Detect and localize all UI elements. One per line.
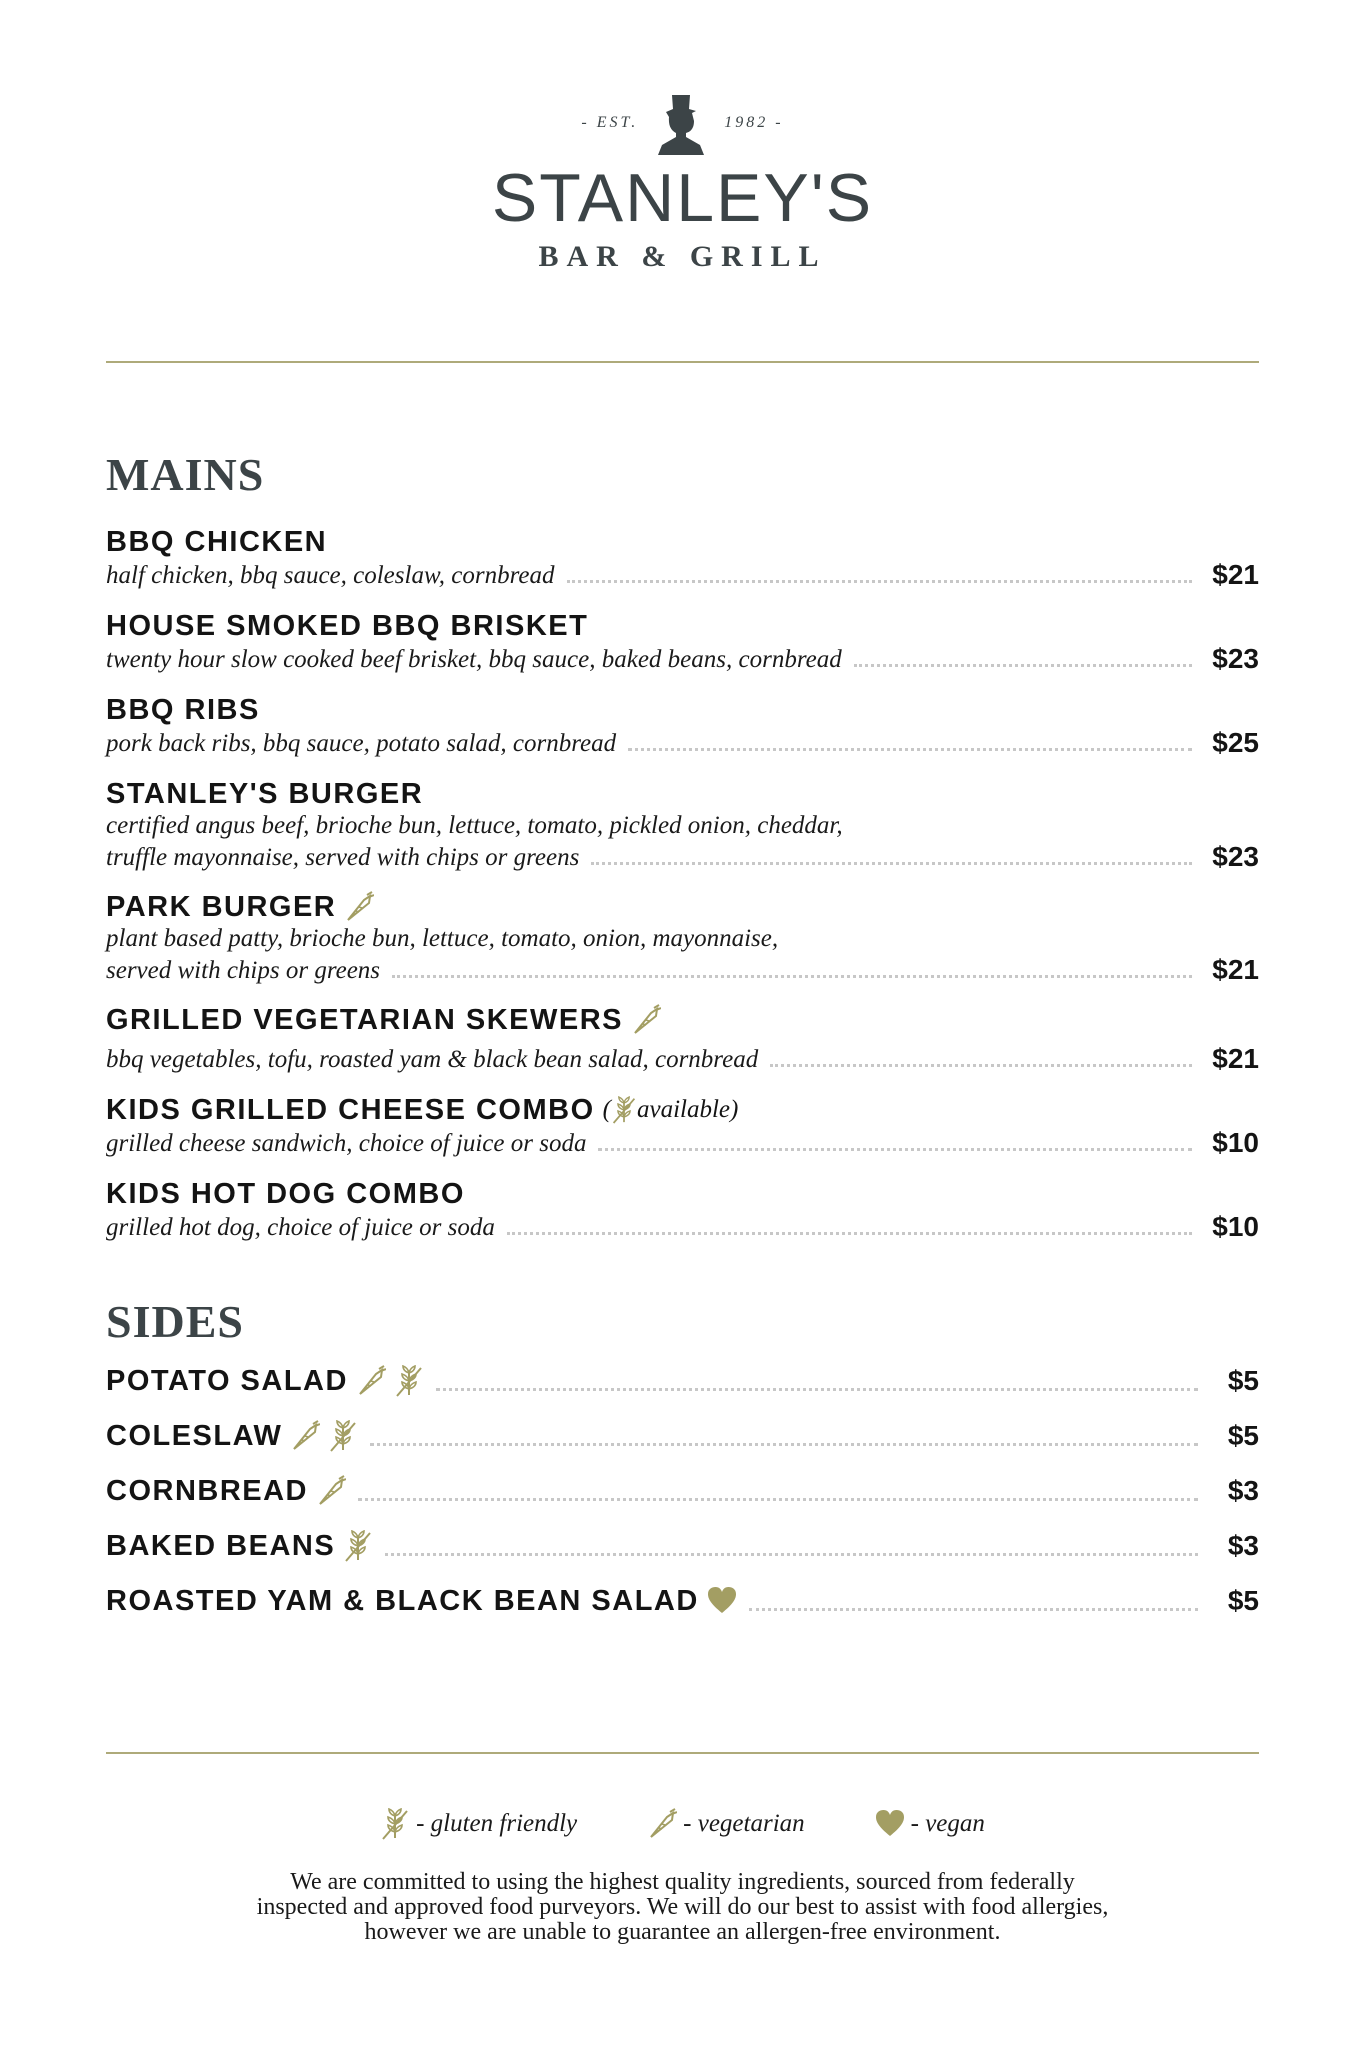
item-price: $25 xyxy=(1212,727,1259,758)
item-desc: bbq vegetables, tofu, roasted yam & black bean salad, cornbread xyxy=(106,1046,759,1073)
item-desc: served with chips or greens xyxy=(106,957,381,984)
item-line xyxy=(106,954,1259,986)
dot-leader xyxy=(749,1608,1198,1611)
availability-note xyxy=(603,1093,739,1127)
vegetarian-icon xyxy=(316,1475,346,1507)
legend-label: - vegetarian xyxy=(683,1810,805,1837)
est-row xyxy=(0,88,1365,158)
est-right: 1982 - xyxy=(724,114,784,131)
gluten-friendly-icon xyxy=(611,1095,637,1125)
gluten-friendly-icon xyxy=(394,1365,424,1397)
dot-leader xyxy=(370,1443,1198,1446)
item-name: BAKED BEANS xyxy=(106,1530,336,1562)
side-item xyxy=(106,1474,1259,1508)
item-name: ROASTED YAM & BLACK BEAN SALAD xyxy=(106,1585,699,1617)
dot-leader xyxy=(854,664,1193,667)
vegetarian-icon xyxy=(344,891,374,923)
dot-leader xyxy=(507,1232,1192,1235)
bottom-divider xyxy=(106,1752,1259,1754)
item-price: $21 xyxy=(1212,559,1259,590)
item-line xyxy=(106,1043,1259,1075)
item-line xyxy=(106,841,1259,873)
dot-leader xyxy=(598,1148,1192,1151)
item-line xyxy=(106,559,1259,591)
item-price: $10 xyxy=(1212,1211,1259,1242)
item-name: PARK BURGER xyxy=(106,891,337,923)
item-name: COLESLAW xyxy=(106,1420,283,1452)
item-desc: pork back ribs, bbq sauce, potato salad, cornbread xyxy=(106,730,617,757)
disclaimer-line: however we are unable to guarantee an allergen-free environment. xyxy=(364,1919,1001,1945)
item-name: CORNBREAD xyxy=(106,1475,308,1507)
vegan-icon xyxy=(875,1808,905,1840)
item-name-row xyxy=(106,1003,1259,1037)
item-price: $5 xyxy=(1227,1365,1259,1396)
dot-leader xyxy=(628,748,1192,751)
item-name: POTATO SALAD xyxy=(106,1365,348,1397)
vegetarian-icon xyxy=(631,1004,661,1036)
item-desc: truffle mayonnaise, served with chips or greens xyxy=(106,844,580,871)
est-left: - EST. xyxy=(581,114,639,131)
vegan-icon xyxy=(707,1585,737,1617)
item-name-row xyxy=(106,1364,424,1398)
item-name: BBQ RIBS xyxy=(106,694,260,726)
menu-item xyxy=(106,1093,1259,1159)
item-desc: grilled hot dog, choice of juice or soda xyxy=(106,1214,495,1241)
dot-leader xyxy=(436,1388,1198,1391)
dot-leader xyxy=(591,862,1192,865)
legend-item xyxy=(380,1808,577,1840)
item-line xyxy=(106,727,1259,759)
header xyxy=(0,88,1365,274)
note-open-paren: ( xyxy=(602,1096,611,1123)
side-item xyxy=(106,1529,1259,1563)
menu-item xyxy=(106,777,1259,873)
item-price: $5 xyxy=(1227,1420,1259,1451)
item-desc: half chicken, bbq sauce, coleslaw, cornbread xyxy=(106,562,555,589)
menu-item xyxy=(106,693,1259,759)
item-name: HOUSE SMOKED BBQ BRISKET xyxy=(106,610,589,642)
dot-leader xyxy=(567,580,1193,583)
dot-leader xyxy=(770,1064,1192,1067)
disclaimer-line: inspected and approved food purveyors. We will do our best to assist with food allergies, xyxy=(256,1894,1109,1920)
item-line xyxy=(106,1127,1259,1159)
item-desc: plant based patty, brioche bun, lettuce, tomato, onion, mayonnaise, xyxy=(106,925,779,952)
item-name: KIDS HOT DOG COMBO xyxy=(106,1178,465,1210)
gluten-friendly-icon xyxy=(343,1530,373,1562)
top-divider xyxy=(106,361,1259,363)
item-line xyxy=(106,1211,1259,1243)
dietary-legend xyxy=(0,1808,1365,1840)
gluten-friendly-icon xyxy=(328,1420,358,1452)
menu-item xyxy=(106,890,1259,986)
item-price: $3 xyxy=(1227,1530,1259,1561)
dot-leader xyxy=(392,975,1192,978)
item-name: BBQ CHICKEN xyxy=(106,526,328,558)
item-price: $3 xyxy=(1227,1475,1259,1506)
item-desc: twenty hour slow cooked beef brisket, bbq sauce, baked beans, cornbread xyxy=(106,646,842,673)
section-title-sides: SIDES xyxy=(106,1296,244,1347)
menu-item xyxy=(106,525,1259,591)
item-name-row xyxy=(106,890,1259,924)
item-name: GRILLED VEGETARIAN SKEWERS xyxy=(106,1004,623,1036)
item-price: $23 xyxy=(1212,643,1259,674)
item-price: $10 xyxy=(1212,1127,1259,1158)
item-name-row xyxy=(106,1093,1259,1127)
item-name-row xyxy=(106,1529,373,1563)
dot-leader xyxy=(385,1553,1198,1556)
vegetarian-icon xyxy=(356,1365,386,1397)
item-line xyxy=(106,643,1259,675)
menu-item xyxy=(106,609,1259,675)
item-price: $23 xyxy=(1212,841,1259,872)
item-name: STANLEY'S BURGER xyxy=(106,778,424,810)
dot-leader xyxy=(358,1498,1198,1501)
side-item xyxy=(106,1419,1259,1453)
disclaimer-line: We are committed to using the highest quality ingredients, sourced from federally xyxy=(290,1869,1075,1895)
side-item xyxy=(106,1584,1259,1618)
brand-subtitle: BAR & GRILL xyxy=(538,240,827,273)
legend-label: - gluten friendly xyxy=(416,1810,578,1837)
menu-item xyxy=(106,1003,1259,1075)
vegetarian-icon xyxy=(647,1808,677,1840)
item-name-row xyxy=(106,1584,737,1618)
menu-item xyxy=(106,1177,1259,1243)
item-name: KIDS GRILLED CHEESE COMBO xyxy=(106,1094,595,1126)
item-name-row xyxy=(106,1474,346,1508)
item-desc: grilled cheese sandwich, choice of juice or soda xyxy=(106,1130,587,1157)
item-price: $21 xyxy=(1212,954,1259,985)
item-desc: certified angus beef, brioche bun, lettuce, tomato, pickled onion, cheddar, xyxy=(106,812,843,839)
silhouette-logo-icon xyxy=(656,91,706,155)
item-price: $5 xyxy=(1227,1585,1259,1616)
availability-text: available) xyxy=(636,1096,739,1123)
brand-name: STANLEY'S xyxy=(491,160,874,236)
legend-item xyxy=(647,1808,804,1840)
legend-item xyxy=(875,1808,985,1840)
allergen-disclaimer xyxy=(150,1870,1215,1945)
vegetarian-icon xyxy=(290,1420,320,1452)
item-price: $21 xyxy=(1212,1043,1259,1074)
legend-label: - vegan xyxy=(910,1810,985,1837)
gluten-friendly-icon xyxy=(380,1808,410,1840)
side-item xyxy=(106,1364,1259,1398)
section-title-mains: MAINS xyxy=(106,449,265,500)
item-name-row xyxy=(106,1419,358,1453)
